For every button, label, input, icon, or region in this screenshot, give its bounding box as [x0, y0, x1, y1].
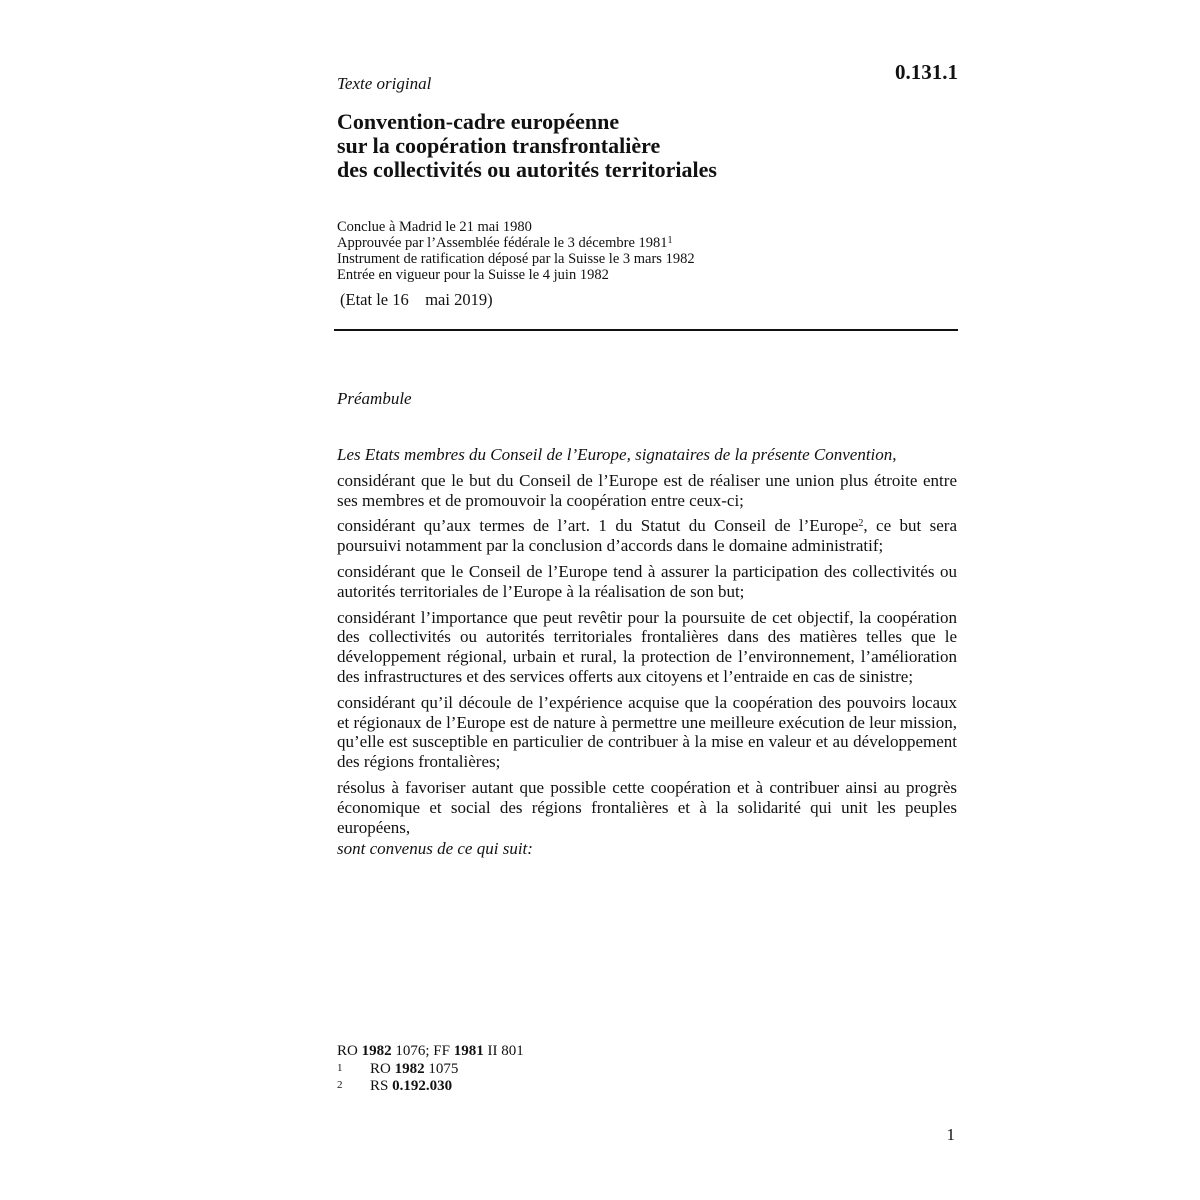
document-number: 0.131.1: [895, 60, 958, 84]
footnote-ref-2[interactable]: 2: [858, 518, 864, 530]
preamble-intro: Les Etats membres du Conseil de l’Europe, signataires de la présente Convention,: [337, 445, 897, 464]
preamble-closing: sont convenus de ce qui suit:: [337, 839, 533, 859]
original-text-label: Texte original: [337, 74, 432, 93]
footnote-ref-1[interactable]: 1: [667, 235, 673, 246]
document-title: [337, 110, 957, 182]
preamble-paragraph-2: considérant qu’aux termes de l’art. 1 du Statut du Conseil de l’Europe$^2$, ce but sera poursuivi notamment par la conclusion d’accords dans le domaine administratif;: [337, 516, 957, 556]
document-metadata: [337, 219, 957, 283]
preamble-paragraph-1: considérant que le but du Conseil de l’Europe est de réaliser une union plus étroite entre ses membres et de promouvoir la coopération entre ceux-ci;: [337, 470, 957, 510]
preamble-body: [337, 445, 957, 865]
approved-date: Approuvée par l’Assemblée fédérale le 3 décembre 1981$^1$: [337, 235, 673, 251]
preamble-paragraph-5: considérant qu’il découle de l’expérience acquise que la coopération des pouvoirs locaux et régionaux de l’Europe est de nature à permettre une meilleure exécution de leur mission, qu’elle est susceptible en particulier de contribuer à la mise en valeur et au développement des régions frontalières;: [337, 692, 957, 772]
page-number: 1: [946, 1125, 955, 1144]
concluded-date: Conclue à Madrid le 21 mai 1980: [337, 219, 532, 235]
footnote-number: 2: [337, 1079, 343, 1091]
title-line-3: des collectivités ou autorités territoriales: [337, 157, 717, 182]
title-line-2: sur la coopération transfrontalière: [337, 133, 661, 158]
preamble-paragraph-3: considérant que le Conseil de l’Europe tend à assurer la participation des collectivités ou autorités territoriales de l’Europe à la réalisation de son but;: [337, 561, 957, 601]
entry-into-force-date: Entrée en vigueur pour la Suisse le 4 juin 1982: [337, 267, 609, 283]
header-divider: [334, 329, 958, 331]
title-line-1: Convention-cadre européenne: [337, 109, 620, 134]
ratification-date: Instrument de ratification déposé par la Suisse le 3 mars 1982: [337, 251, 695, 267]
preamble-paragraph-4: considérant l’importance que peut revêtir pour la poursuite de cet objectif, la coopération des collectivités ou autorités territoriales frontalières dans des matières telles que le développement régional, urbain et rural, la protection de l’environnement, l’amélioration des infrastructures et des services offerts aux citoyens et l’entraide en cas de sinistre;: [337, 607, 957, 686]
preamble-paragraph-6: résolus à favoriser autant que possible cette coopération et à contribuer ainsi au progrès économique et social des régions frontalières et à la solidarité qui unit les peuples européens,: [337, 777, 957, 837]
footnotes: [337, 1043, 957, 1096]
status-date: (Etat le 16 mai 2019): [340, 290, 493, 309]
footnote-2: 2 RS 0.192.030: [337, 1078, 453, 1094]
footnote-1: 1 RO 1982 1075: [337, 1060, 459, 1077]
footnote-number: 1: [337, 1061, 343, 1074]
preamble-heading: Préambule: [337, 389, 412, 408]
source-reference: RO 1982 1076; FF 1981 II 801: [337, 1043, 524, 1059]
